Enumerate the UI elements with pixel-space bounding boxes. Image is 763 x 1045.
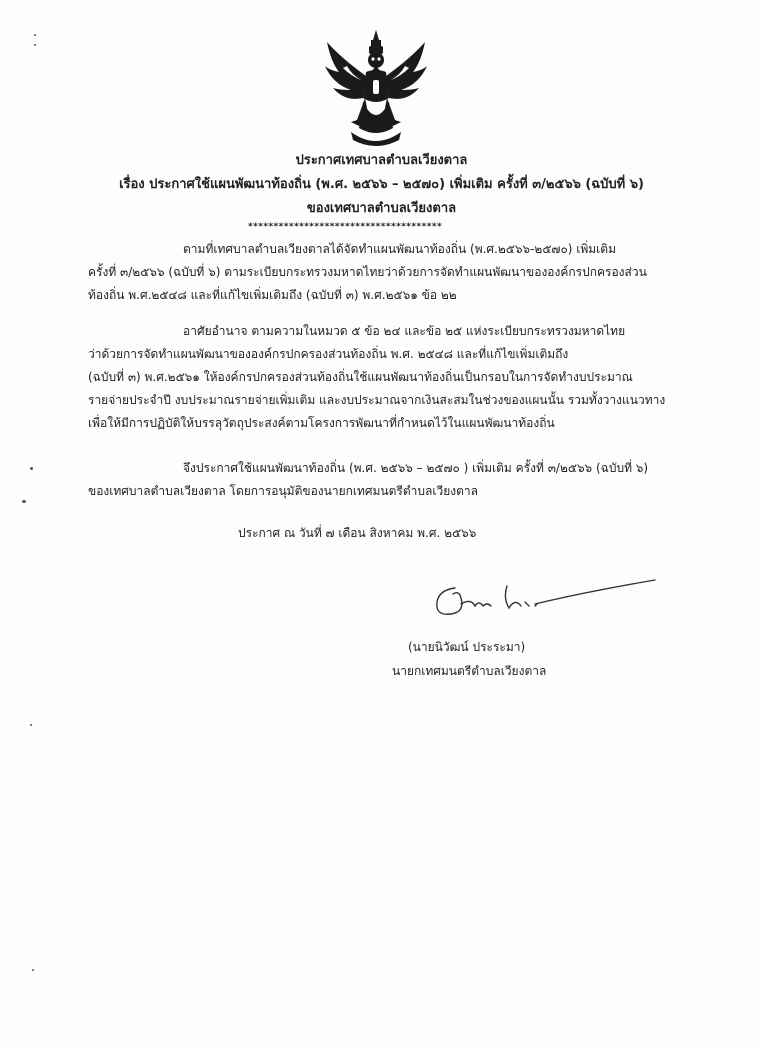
scan-speck — [22, 500, 26, 503]
paragraph-line: ท้องถิ่น พ.ศ.๒๕๔๘ และที่แก้ไขเพิ่มเติมถึง (ฉบับที่ ๓) พ.ศ.๒๕๖๑ ข้อ ๒๒ — [88, 288, 457, 302]
announcement-heading: ประกาศเทศบาลตำบลเวียงตาล — [295, 153, 468, 168]
scan-speck — [30, 467, 33, 470]
paragraph-line: ตามที่เทศบาลตำบลเวียงตาลได้จัดทำแผนพัฒนาท้องถิ่น (พ.ศ.๒๕๖๖-๒๕๗๐) เพิ่มเติม — [183, 242, 616, 256]
paragraph-line: อาศัยอำนาจ ตามความในหมวด ๕ ข้อ ๒๔ และข้อ ๒๕ แห่งระเบียบกระทรวงมหาดไทย — [183, 324, 626, 338]
announcement-issuer: ของเทศบาลตำบลเวียงตาล — [306, 201, 457, 216]
scan-speck — [32, 969, 34, 971]
paragraph-line: ว่าด้วยการจัดทำแผนพัฒนาขององค์กรปกครองส่วนท้องถิ่น พ.ศ. ๒๕๔๘ และที่แก้ไขเพิ่มเติมถึง — [88, 347, 569, 361]
announcement-date: ประกาศ ณ วันที่ ๗ เดือน สิงหาคม พ.ศ. ๒๕๖๖ — [238, 526, 477, 540]
separator-line: ************************************** — [248, 222, 443, 232]
paragraph-line: (ฉบับที่ ๓) พ.ศ.๒๕๖๑ ให้องค์กรปกครองส่วนท้องถิ่นใช้แผนพัฒนาท้องถิ่นเป็นกรอบในการจัดทำงบประมาณ — [88, 370, 633, 384]
paragraph-1 — [88, 238, 688, 307]
scan-speck — [34, 34, 36, 36]
signer-title: นายกเทศมนตรีตำบลเวียงตาล — [392, 664, 547, 678]
paragraph-2 — [88, 320, 688, 435]
garuda-emblem-icon — [321, 28, 431, 150]
scan-speck — [34, 44, 36, 46]
announcement-subject: เรื่อง ประกาศใช้แผนพัฒนาท้องถิ่น (พ.ศ. ๒๕๖๖ – ๒๕๗๐) เพิ่มเติม ครั้งที่ ๓/๒๕๖๖ (ฉบับที่ ๖) — [119, 177, 644, 192]
scan-speck — [30, 724, 32, 726]
paragraph-line: ของเทศบาลตำบลเวียงตาล โดยการอนุมัติของนายกเทศมนตรีตำบลเวียงตาล — [88, 484, 478, 498]
signer-name: (นายนิวัฒน์ ประระมา) — [408, 640, 526, 654]
paragraph-line: ครั้งที่ ๓/๒๕๖๖ (ฉบับที่ ๖) ตามระเบียบกระทรวงมหาดไทยว่าด้วยการจัดทำแผนพัฒนาขององค์กรปกครองส่วน — [88, 265, 647, 279]
paragraph-line: จึงประกาศใช้แผนพัฒนาท้องถิ่น (พ.ศ. ๒๕๖๖ – ๒๕๗๐ ) เพิ่มเติม ครั้งที่ ๓/๒๕๖๖ (ฉบับที่ ๖) — [183, 461, 649, 475]
paragraph-line: เพื่อให้มีการปฏิบัติให้บรรลุวัตถุประสงค์ตามโครงการพัฒนาที่กำหนดไว้ในแผนพัฒนาท้องถิ่น — [88, 416, 555, 430]
paragraph-3 — [88, 457, 688, 503]
handwritten-signature — [425, 568, 660, 628]
paragraph-line: รายจ่ายประจำปี งบประมาณรายจ่ายเพิ่มเติม และงบประมาณจากเงินสะสมในช่วงของแผนนั้น รวมทั้งวางแนวทาง — [88, 393, 666, 407]
